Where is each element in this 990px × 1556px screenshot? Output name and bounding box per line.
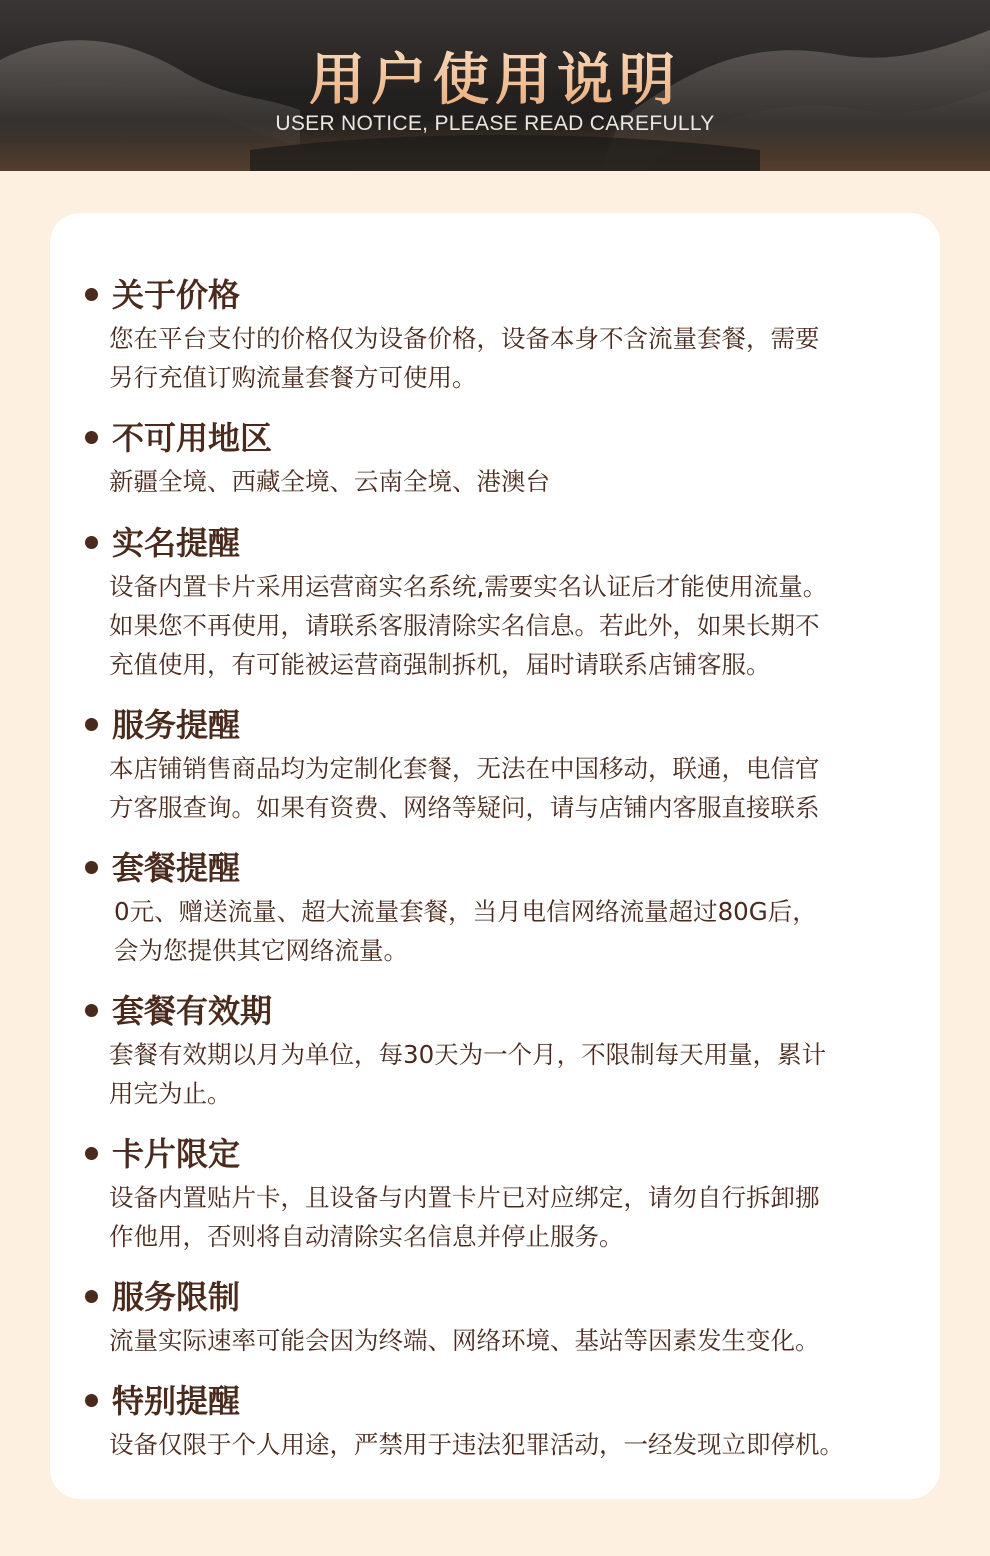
section-line: 流量实际速率可能会因为终端、网络环境、基站等因素发生变化。 (109, 1326, 820, 1355)
section-line: 0元、赠送流量、超大流量套餐，当月电信网络流量超过80G后， (114, 897, 817, 926)
section-line: 用完为止。 (109, 1079, 232, 1108)
bullet-icon (85, 288, 98, 301)
section-title: 套餐有效期 (112, 992, 273, 1030)
section-line: 会为您提供其它网络流量。 (114, 936, 408, 965)
section-body (109, 1035, 914, 1113)
section-body (109, 1425, 914, 1464)
section-title: 服务提醒 (112, 706, 241, 744)
section-title: 不可用地区 (112, 419, 273, 457)
section-line: 套餐有效期以月为单位，每30天为一个月，不限制每天用量，累计 (109, 1040, 827, 1069)
bullet-icon (85, 718, 98, 731)
section-body (109, 319, 914, 397)
section-title: 卡片限定 (112, 1135, 241, 1173)
bullet-icon (85, 431, 98, 444)
bullet-icon (85, 536, 98, 549)
section-line: 作他用，否则将自动清除实名信息并停止服务。 (109, 1222, 624, 1251)
bullet-icon (85, 861, 98, 874)
section-body (109, 1178, 914, 1256)
bullet-icon (85, 1394, 98, 1407)
section-body (109, 567, 914, 684)
section-body (109, 462, 914, 501)
section-line: 您在平台支付的价格仅为设备价格，设备本身不含流量套餐，需要 (109, 324, 820, 353)
bullet-icon (85, 1290, 98, 1303)
section-line: 方客服查询。如果有资费、网络等疑问，请与店铺内客服直接联系 (109, 793, 820, 822)
section-body (109, 749, 914, 827)
section-line: 设备仅限于个人用途，严禁用于违法犯罪活动，一经发现立即停机。 (109, 1430, 844, 1459)
bullet-icon (85, 1147, 98, 1160)
page-title: 用户使用说明 (0, 36, 990, 116)
header-banner (0, 0, 990, 171)
section-body (114, 892, 919, 970)
section-line: 如果您不再使用，请联系客服清除实名信息。若此外，如果长期不 (109, 611, 820, 640)
bullet-icon (85, 1004, 98, 1017)
section-title: 特别提醒 (112, 1382, 241, 1420)
section-title: 实名提醒 (112, 524, 241, 562)
section-line: 充值使用，有可能被运营商强制拆机，届时请联系店铺客服。 (109, 650, 771, 679)
notice-card (50, 213, 940, 1499)
section-line: 设备内置卡片采用运营商实名系统,需要实名认证后才能使用流量。 (109, 572, 828, 601)
section-title: 服务限制 (112, 1278, 241, 1316)
section-line: 本店铺销售商品均为定制化套餐，无法在中国移动，联通，电信官 (109, 754, 820, 783)
section-line: 另行充值订购流量套餐方可使用。 (109, 363, 477, 392)
section-line: 新疆全境、西藏全境、云南全境、港澳台 (109, 467, 550, 496)
section-title: 关于价格 (112, 276, 241, 314)
section-line: 设备内置贴片卡，且设备与内置卡片已对应绑定，请勿自行拆卸挪 (109, 1183, 820, 1212)
page-subtitle: USER NOTICE, PLEASE READ CAREFULLY (275, 112, 715, 135)
section-title: 套餐提醒 (112, 849, 241, 887)
section-body (109, 1321, 914, 1360)
